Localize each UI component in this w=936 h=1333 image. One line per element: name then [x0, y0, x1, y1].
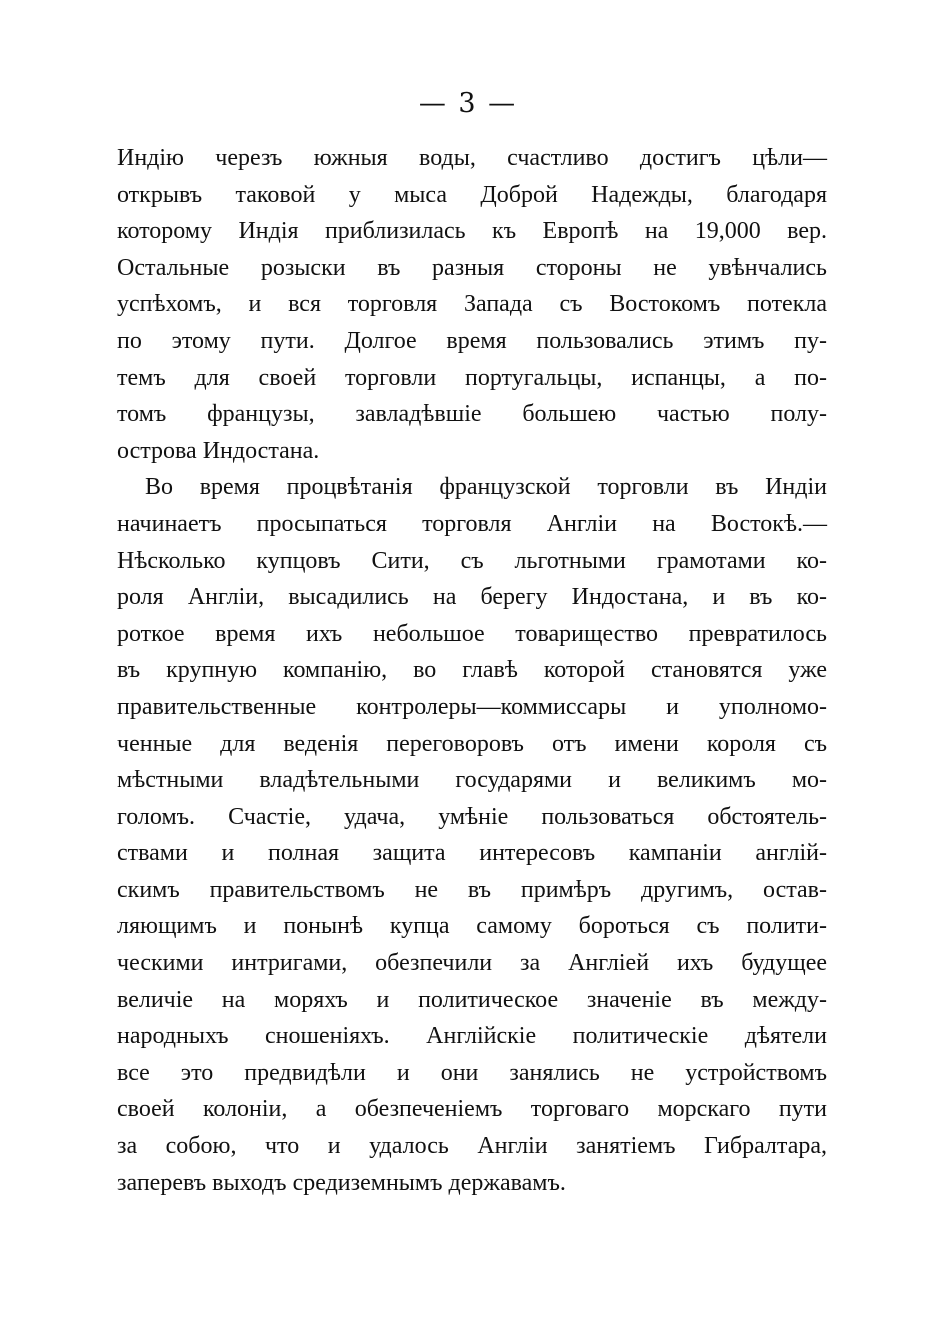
text-line: которому Индія приблизилась къ Европѣ на 19,000 вер.: [117, 218, 827, 245]
text-line: въ крупную компанію, во главѣ которой становятся уже: [117, 657, 827, 684]
text-line: Индію черезъ южныя воды, счастливо достигъ цѣли—: [117, 145, 827, 171]
text-line: по этому пути. Долгое время пользовались этимъ пу-: [117, 327, 827, 354]
text-line: роткое время ихъ небольшое товарищество превратилось: [117, 620, 827, 647]
text-line: правительственные контролеры—коммиссары и уполномо-: [117, 693, 827, 720]
text-line: за собою, что и удалось Англіи занятіемъ Гибралтара,: [117, 1133, 827, 1160]
text-line: народныхъ сношеніяхъ. Англійскіе политическіе дѣятели: [117, 1023, 827, 1050]
text-line: Нѣсколько купцовъ Сити, съ льготными грамотами ко-: [117, 547, 827, 574]
paragraph-1: [117, 140, 827, 469]
text-line: своей колоніи, а обезпеченіемъ торговаго морскаго пути: [117, 1096, 827, 1123]
text-line: ствами и полная защита интересовъ кампаніи англій-: [117, 840, 827, 867]
text-line: начинаетъ просыпаться торговля Англіи на Востокѣ.—: [117, 510, 827, 537]
text-line: Во время процвѣтанія французской торговли въ Индіи: [145, 474, 827, 501]
text-line: томъ французы, завладѣвшіе большею частью полу-: [117, 401, 827, 428]
text-line: ченные для веденія переговоровъ отъ имени короля съ: [117, 730, 827, 757]
text-line: ляющимъ и понынѣ купца самому бороться съ полити-: [117, 913, 827, 940]
text-line: мѣстными владѣтельными государями и великимъ мо-: [117, 767, 827, 794]
text-line: Остальные розыски въ разныя стороны не увѣнчались: [117, 254, 827, 281]
text-line: голомъ. Счастіе, удача, умѣніе пользоваться обстоятель-: [117, 803, 827, 830]
text-line: острова Индостана.: [117, 437, 320, 464]
body-text: [117, 140, 827, 1201]
paragraph-2: [117, 469, 827, 1201]
text-line: успѣхомъ, и вся торговля Запада съ Востокомъ потекла: [117, 291, 827, 318]
text-line: величіе на моряхъ и политическое значеніе въ между-: [117, 986, 827, 1013]
text-line: заперевъ выходъ средиземнымъ державамъ.: [117, 1169, 566, 1196]
text-line: скимъ правительствомъ не въ примѣръ другимъ, остав-: [117, 876, 827, 903]
text-line: роля Англіи, высадились на берегу Индостана, и въ ко-: [117, 584, 827, 611]
text-line: темъ для своей торговли португальцы, испанцы, а по-: [117, 364, 827, 391]
page-number: — 3 —: [418, 88, 518, 119]
text-line: открывъ таковой у мыса Доброй Надежды, благодаря: [117, 181, 827, 208]
text-line: все это предвидѣли и они занялись не устройствомъ: [117, 1059, 827, 1086]
text-line: ческими интригами, обезпечили за Англіей ихъ будущее: [117, 950, 827, 977]
